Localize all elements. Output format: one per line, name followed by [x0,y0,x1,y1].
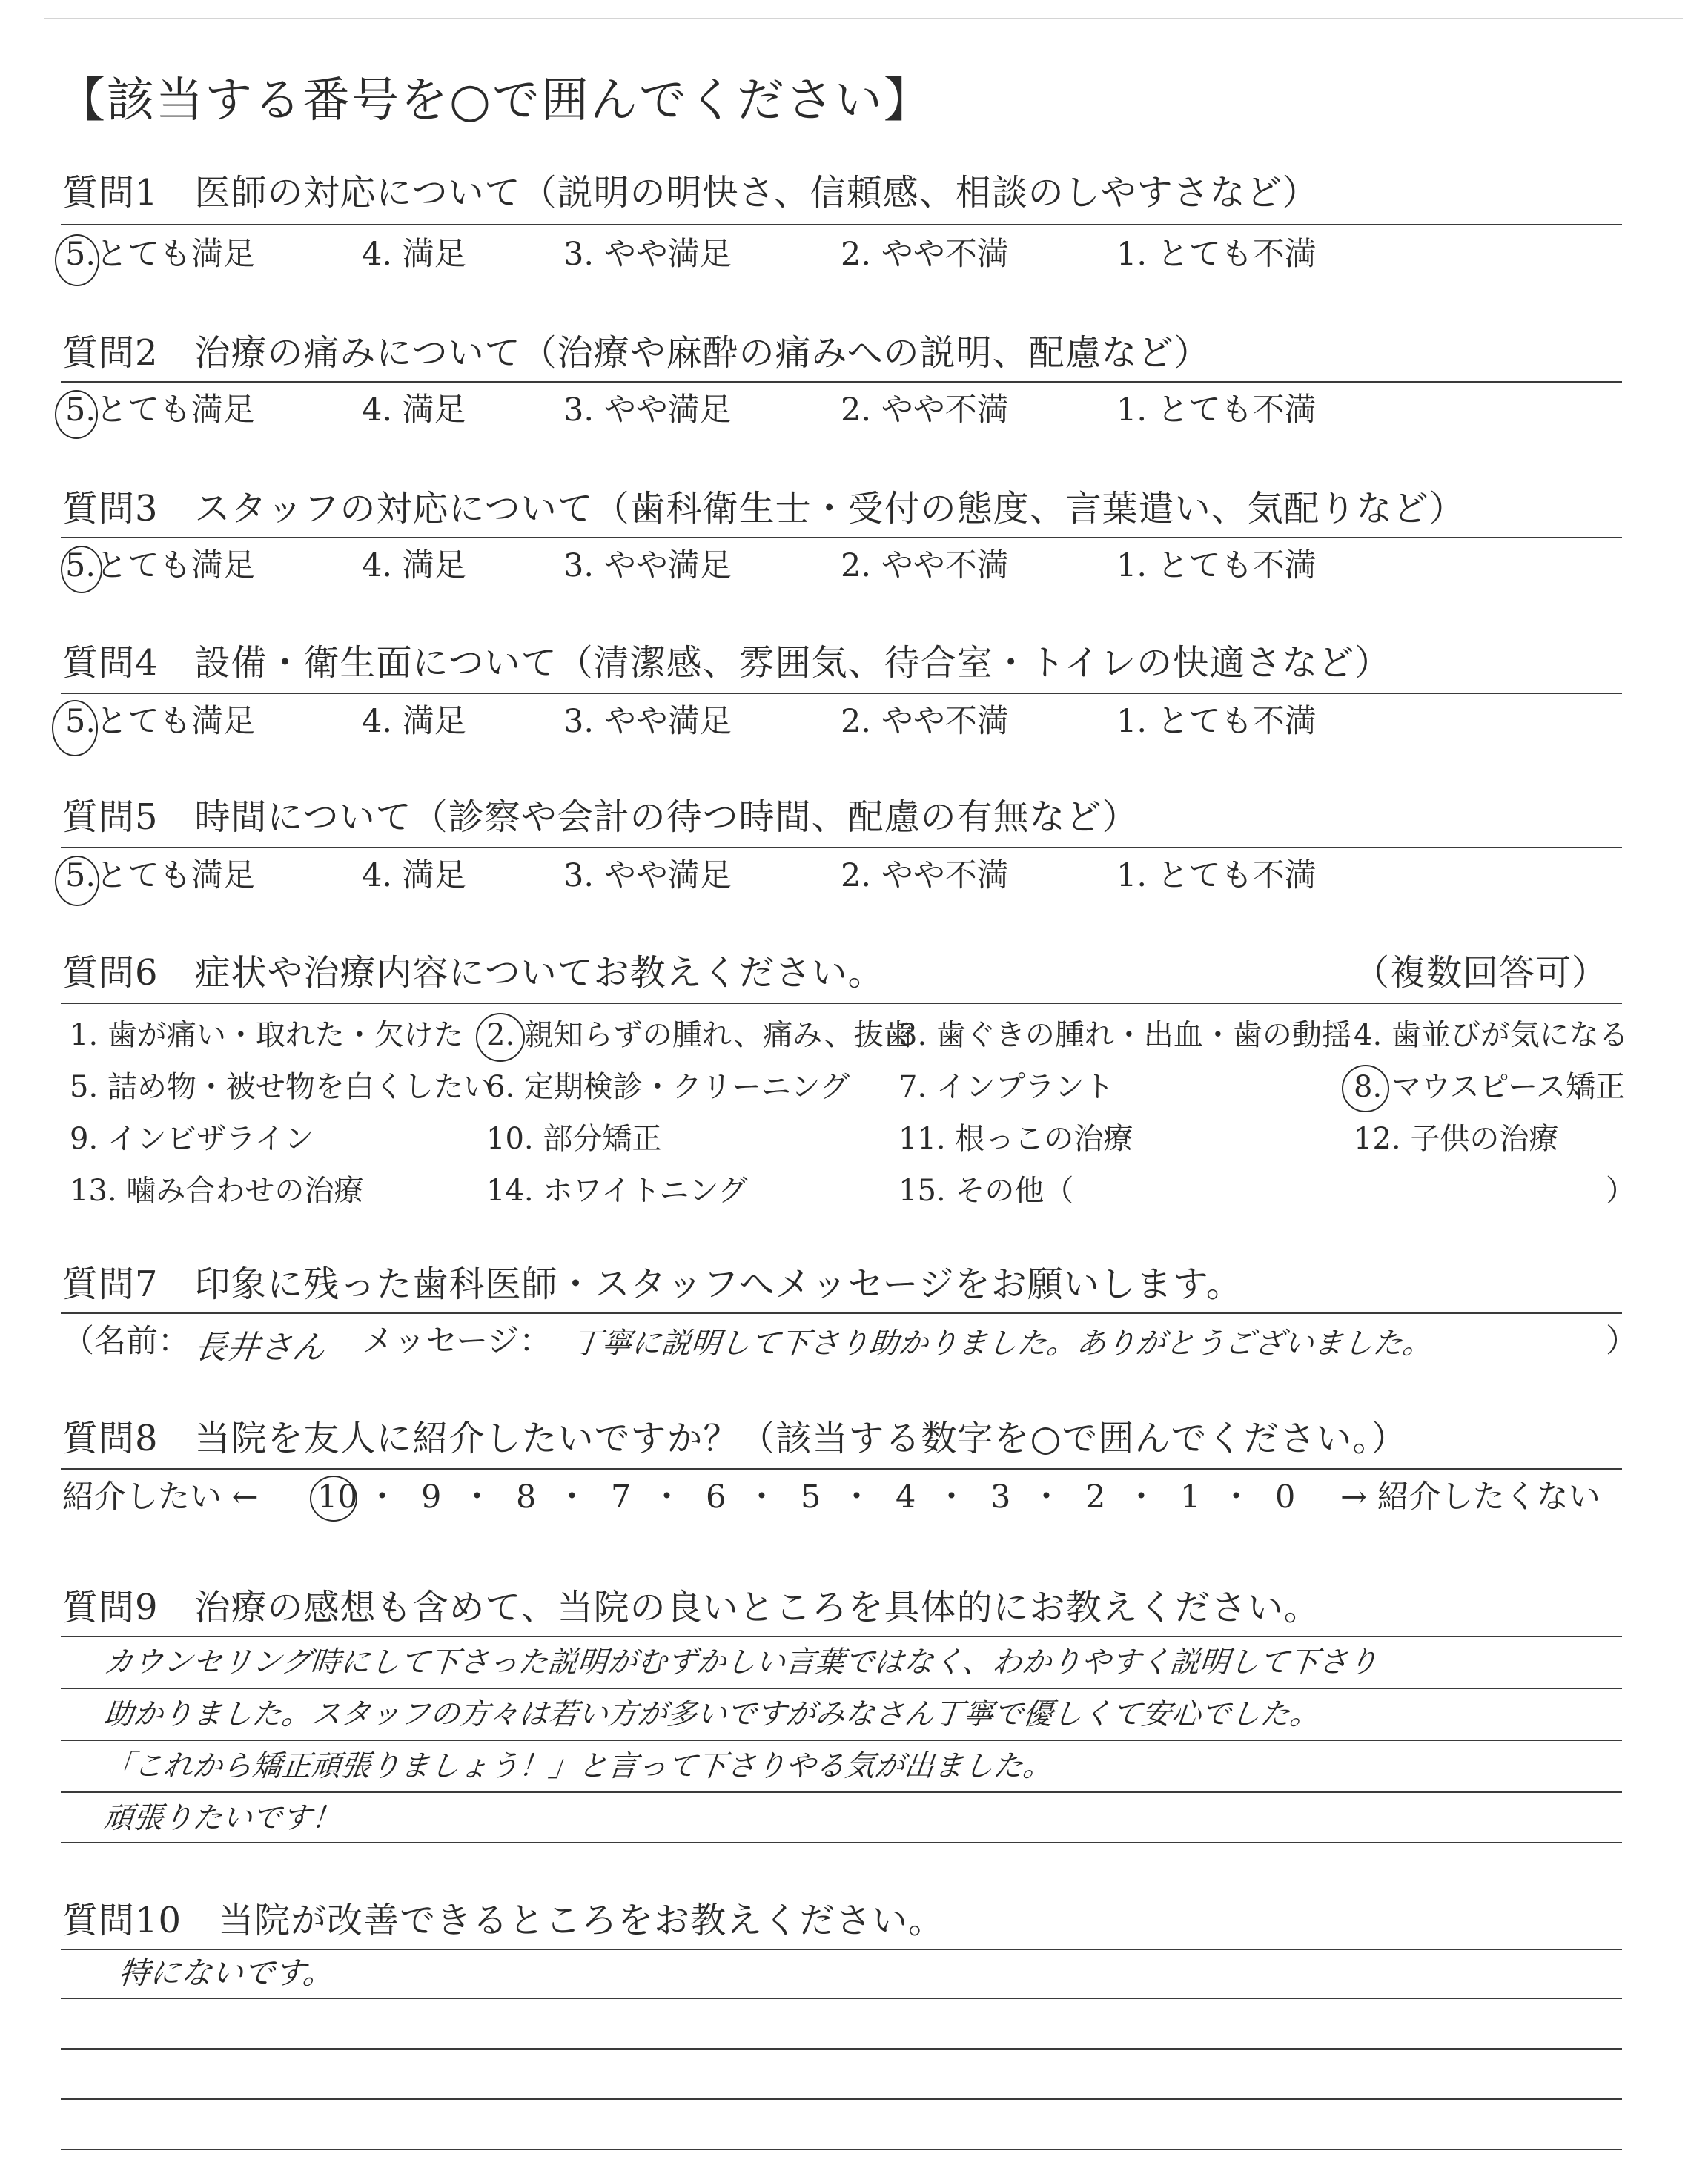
q6-option-15[interactable]: 15. その他（ [898,1174,1074,1208]
q10-line-rule-4 [61,2149,1622,2150]
q8-score-9[interactable]: 9 [421,1479,442,1516]
q1-option-2[interactable]: 2. やや不満 [841,236,1009,273]
q7-message-value: 丁寧に説明して下さり助かりました。ありがとうございました。 [570,1327,1434,1361]
q9-line-rule-1 [61,1688,1622,1689]
q4-option-3[interactable]: 3. やや満足 [563,703,732,740]
q6-option-6[interactable]: 6. 定期検診・クリーニング [486,1070,850,1104]
q6-option-12[interactable]: 12. 子供の治療 [1354,1122,1559,1156]
q6-option-3[interactable]: 3. 歯ぐきの腫れ・出血・歯の動揺 [898,1018,1351,1052]
q4-option-4[interactable]: 4. 満足 [362,703,466,740]
q8-score-6[interactable]: 6 [706,1479,726,1516]
q6-option-5[interactable]: 5. 詰め物・被せ物を白くしたい [70,1070,493,1104]
q9-line-rule-2 [61,1740,1622,1741]
q9-answer-line-2: 助かりました。スタッフの方々は若い方が多いですがみなさん丁寧で優しくて安心でした。 [102,1697,1322,1731]
top-edge-rule [44,18,1683,19]
q8-selection-circle [310,1476,357,1522]
q8-score-8[interactable]: 8 [516,1479,537,1516]
q8-score-4[interactable]: 4 [896,1479,916,1516]
q8-separator: ・ [1030,1479,1062,1516]
q1-option-4[interactable]: 4. 満足 [362,236,466,273]
q6-option-1[interactable]: 1. 歯が痛い・取れた・欠けた [70,1018,463,1052]
q8-right-label: → 紹介したくない [1340,1479,1601,1516]
q9-answer-line-3: 「これから矯正頑張りましょう！」と言って下さりやる気が出ました。 [102,1749,1055,1783]
question-8-title: 質問8 当院を友人に紹介したいですか？（該当する数字を○で囲んでください。） [62,1418,1408,1459]
q6-option-8[interactable]: 8. マウスピース矯正 [1354,1070,1626,1104]
q3-option-5[interactable]: 5.とても満足 [65,547,256,584]
q5-option-3[interactable]: 3. やや満足 [563,857,732,894]
q5-selection-circle [55,856,99,906]
q1-option-5[interactable]: 5.とても満足 [65,236,256,273]
q9-answer-line-4: 頑張りたいです！ [102,1801,343,1835]
q5-option-4[interactable]: 4. 満足 [362,857,466,894]
q6-option-11[interactable]: 11. 根っこの治療 [898,1122,1133,1156]
q2-option-5[interactable]: 5.とても満足 [65,392,256,429]
q3-option-2[interactable]: 2. やや不満 [841,547,1009,584]
form-title: 【該当する番号を○で囲んでください】 [58,73,933,128]
q10-line-rule-3 [61,2098,1622,2100]
q3-selection-circle [61,546,102,593]
q5-option-1[interactable]: 1. とても不満 [1116,857,1317,894]
q6-other-close-paren: ） [1606,1174,1635,1208]
question-9-title: 質問9 治療の感想も含めて、当院の良いところを具体的にお教えください。 [62,1587,1320,1628]
q3-option-3[interactable]: 3. やや満足 [563,547,732,584]
q8-score-7[interactable]: 7 [611,1479,632,1516]
q8-separator: ・ [1125,1479,1157,1516]
question-8-rule [61,1468,1622,1470]
q8-score-1[interactable]: 1 [1180,1479,1201,1516]
question-6-title: 質問6 症状や治療内容についてお教えください。 [62,952,884,994]
q6-option-10[interactable]: 10. 部分矯正 [486,1122,662,1156]
q8-separator: ・ [1220,1479,1252,1516]
q7-close-paren: ） [1606,1323,1638,1360]
q8-separator: ・ [841,1479,873,1516]
question-10-rule [61,1949,1622,1950]
q6-option-14[interactable]: 14. ホワイトニング [486,1174,748,1208]
q4-option-2[interactable]: 2. やや不満 [841,703,1009,740]
q8-score-2[interactable]: 2 [1085,1479,1106,1516]
question-3-title: 質問3 スタッフの対応について（歯科衛生士・受付の態度、言葉遣い、気配りなど） [62,488,1466,529]
q6-selection-circle-2 [476,1013,525,1062]
question-4-title: 質問4 設備・衛生面について（清潔感、雰囲気、待合室・トイレの快適さなど） [62,642,1391,684]
q8-separator: ・ [746,1479,778,1516]
q6-option-4[interactable]: 4. 歯並びが気になる [1354,1018,1629,1052]
q7-name-label: （名前： [62,1323,190,1360]
question-9-rule [61,1636,1622,1637]
q3-option-4[interactable]: 4. 満足 [362,547,466,584]
question-2-rule [61,381,1622,383]
q8-separator: ・ [366,1479,398,1516]
question-6-note: （複数回答可） [1354,952,1609,994]
q6-option-13[interactable]: 13. 噛み合わせの治療 [70,1174,364,1208]
question-5-rule [61,847,1622,848]
q10-line-rule-1 [61,1998,1622,1999]
q9-line-rule-3 [61,1791,1622,1793]
q2-option-4[interactable]: 4. 満足 [362,392,466,429]
q8-score-5[interactable]: 5 [801,1479,821,1516]
question-4-rule [61,693,1622,694]
question-10-title: 質問10 当院が改善できるところをお教えください。 [62,1900,945,1941]
q4-option-1[interactable]: 1. とても不満 [1116,703,1317,740]
q6-option-9[interactable]: 9. インビザライン [70,1122,314,1156]
q1-option-3[interactable]: 3. やや満足 [563,236,732,273]
q3-option-1[interactable]: 1. とても不満 [1116,547,1317,584]
question-7-title: 質問7 印象に残った歯科医師・スタッフへメッセージをお願いします。 [62,1264,1242,1305]
q1-option-1[interactable]: 1. とても不満 [1116,236,1317,273]
q2-option-2[interactable]: 2. やや不満 [841,392,1009,429]
q7-message-label: メッセージ： [362,1323,552,1360]
q8-score-0[interactable]: 0 [1275,1479,1296,1516]
q10-answer-line-1: 特にないです。 [116,1955,337,1991]
q5-option-5[interactable]: 5.とても満足 [65,857,256,894]
q7-name-value: 長井さん [192,1329,327,1367]
q9-line-rule-4 [61,1842,1622,1843]
q6-option-2[interactable]: 2. 親知らずの腫れ、痛み、抜歯 [486,1018,913,1052]
q2-option-3[interactable]: 3. やや満足 [563,392,732,429]
question-5-title: 質問5 時間について（診察や会計の待つ時間、配慮の有無など） [62,796,1139,838]
q4-option-5[interactable]: 5.とても満足 [65,703,256,740]
q5-option-2[interactable]: 2. やや不満 [841,857,1009,894]
q4-selection-circle [52,700,98,756]
q6-option-7[interactable]: 7. インプラント [898,1070,1114,1104]
q9-answer-line-1: カウンセリング時にして下さった説明がむずかしい言葉ではなく、わかりやすく説明して下さり [102,1645,1380,1680]
q8-score-3[interactable]: 3 [990,1479,1011,1516]
q2-selection-circle [55,390,98,439]
q8-left-label: 紹介したい ← [62,1479,259,1516]
question-1-title: 質問1 医師の対応について（説明の明快さ、信頼感、相談のしやすさなど） [62,172,1319,214]
q2-option-1[interactable]: 1. とても不満 [1116,392,1317,429]
q10-line-rule-2 [61,2048,1622,2050]
q1-selection-circle [55,234,99,286]
question-1-rule [61,224,1622,225]
question-7-rule [61,1312,1622,1314]
q6-selection-circle-8 [1342,1065,1389,1112]
question-3-rule [61,537,1622,538]
q8-score-10[interactable]: 10 [317,1479,358,1516]
question-6-rule [61,1003,1622,1004]
question-2-title: 質問2 治療の痛みについて（治療や麻酔の痛みへの説明、配慮など） [62,332,1211,374]
q8-separator: ・ [556,1479,588,1516]
q8-separator: ・ [651,1479,683,1516]
q8-separator: ・ [936,1479,967,1516]
q8-separator: ・ [461,1479,493,1516]
